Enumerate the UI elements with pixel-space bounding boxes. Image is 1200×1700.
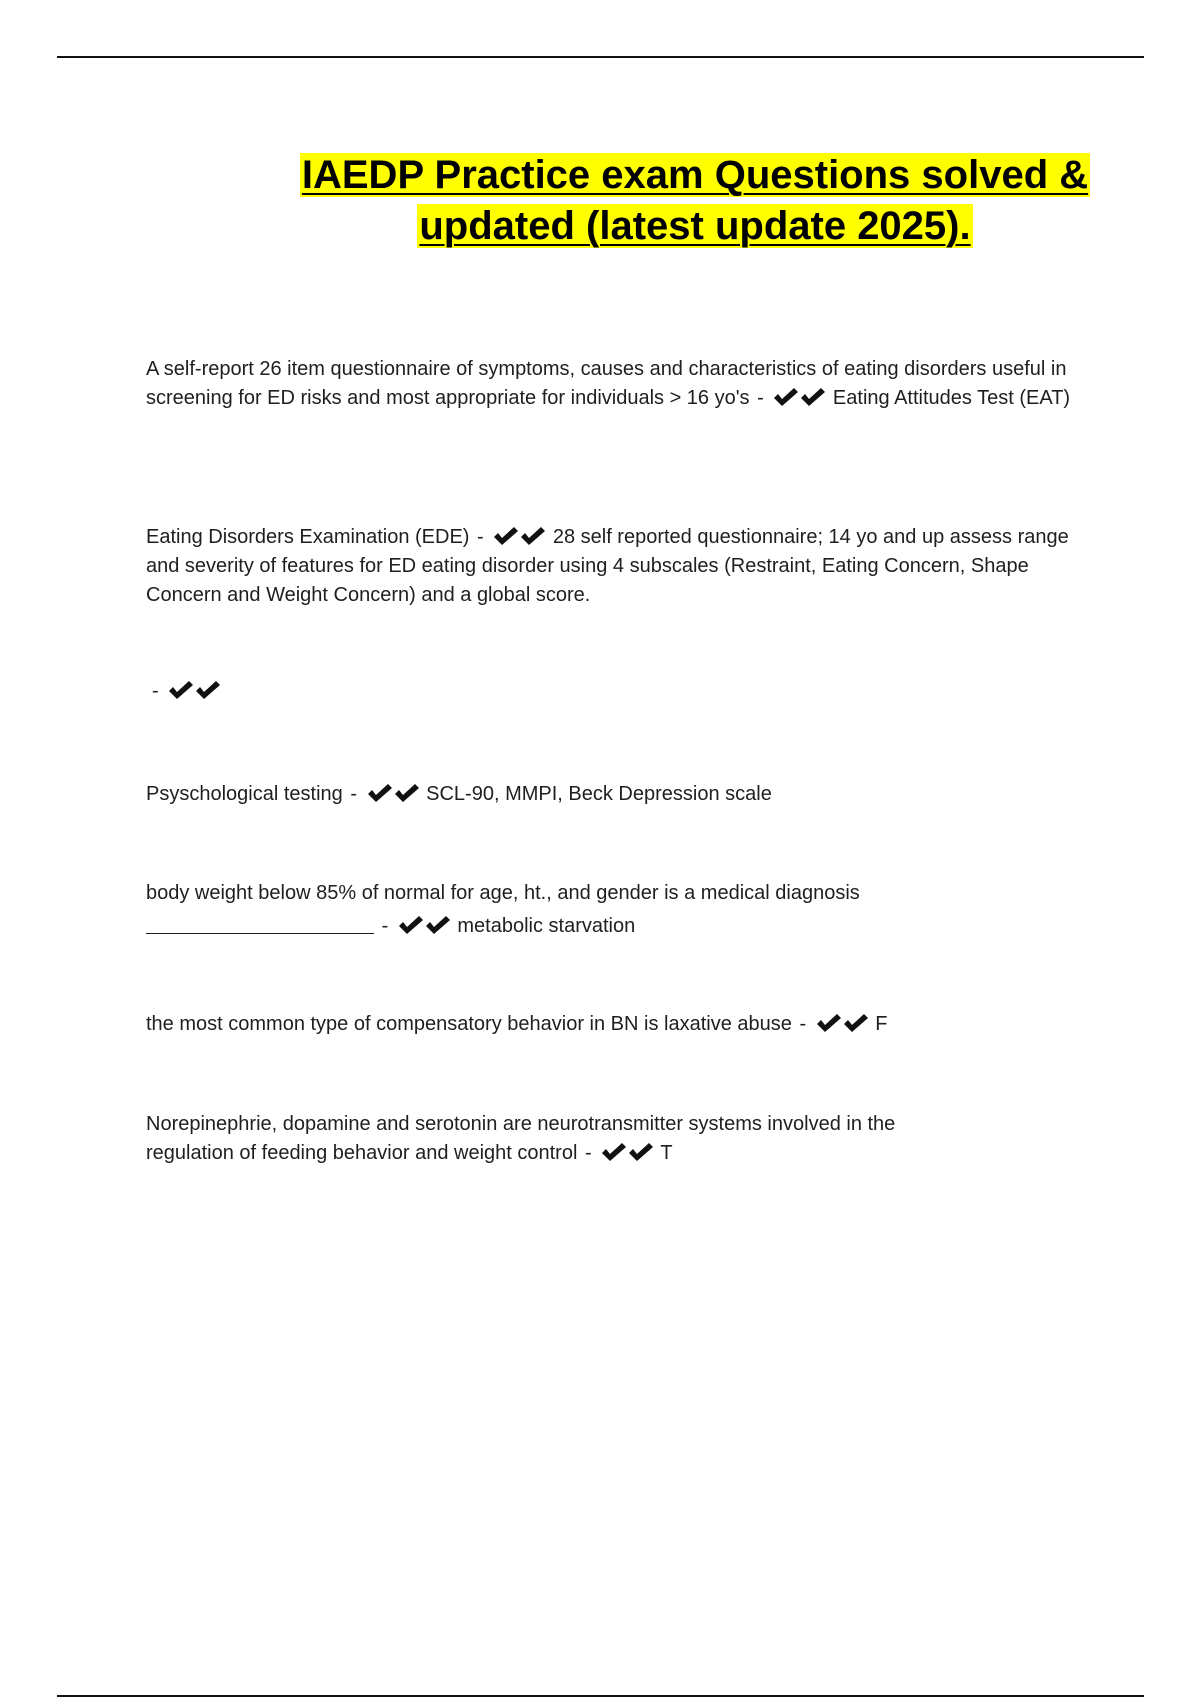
question-text: the most common type of compensatory behavior in BN is laxative abuse	[146, 1013, 792, 1035]
separator: -	[757, 387, 764, 409]
separator: -	[152, 680, 159, 702]
page-title	[250, 150, 1140, 252]
top-rule	[57, 56, 1144, 58]
check-mark-icon	[398, 915, 425, 935]
check-mark-icon	[520, 526, 547, 546]
separator: -	[477, 526, 484, 548]
question-text: A self-report 26 item questionnaire of symptoms, causes and characteristics of eating disorders useful in screening for ED risks and most appropriate for individuals > 16 yo's	[146, 358, 1067, 409]
question-text: body weight below 85% of normal for age, ht., and gender is a medical diagnosis	[146, 882, 860, 904]
separator: -	[381, 915, 389, 937]
qa-item-4	[146, 780, 1096, 809]
qa-item-3	[150, 677, 1100, 706]
check-mark-icon	[628, 1142, 655, 1162]
check-mark-icon	[773, 387, 800, 407]
check-mark-icon	[843, 1013, 870, 1033]
separator: -	[584, 1142, 592, 1164]
question-text: Norepinephrie, dopamine and serotonin are neurotransmitter systems involved in the regulation of feeding behavior and weight control	[146, 1113, 896, 1164]
title-line-1: IAEDP Practice exam Questions solved &	[301, 153, 1089, 197]
separator: -	[350, 783, 358, 805]
check-mark-icon	[800, 387, 827, 407]
qa-item-1	[146, 355, 1096, 413]
fill-in-blank	[146, 913, 374, 934]
bottom-rule	[57, 1695, 1144, 1697]
answer-text: T	[660, 1142, 673, 1164]
answer-text: metabolic starvation	[457, 915, 636, 937]
question-text: Eating Disorders Examination (EDE)	[146, 526, 470, 548]
check-mark-icon	[367, 783, 394, 803]
answer-text: Eating Attitudes Test (EAT)	[832, 387, 1071, 409]
check-mark-icon	[425, 915, 452, 935]
answer-text: F	[875, 1013, 888, 1035]
check-mark-icon	[601, 1142, 628, 1162]
title-line-2: updated (latest update 2025).	[419, 204, 971, 248]
separator: -	[799, 1013, 807, 1035]
check-mark-icon	[816, 1013, 843, 1033]
question-text: Psyschological testing	[146, 783, 343, 805]
answer-text: SCL-90, MMPI, Beck Depression scale	[426, 783, 772, 805]
check-mark-icon	[493, 526, 520, 546]
check-mark-icon	[168, 680, 195, 700]
answer-text: 28 self reported questionnaire; 14 yo and up assess range and severity of features for ED eating disorder using 4 subscales (Restraint, Eating Concern, Shape Concern and Weight Concern) and a global score.	[146, 526, 1069, 606]
qa-item-7	[146, 1110, 966, 1168]
check-mark-icon	[394, 783, 421, 803]
check-mark-icon	[195, 680, 222, 700]
qa-item-5	[146, 877, 1096, 943]
qa-item-2	[146, 523, 1096, 610]
qa-item-6	[146, 1010, 1096, 1039]
